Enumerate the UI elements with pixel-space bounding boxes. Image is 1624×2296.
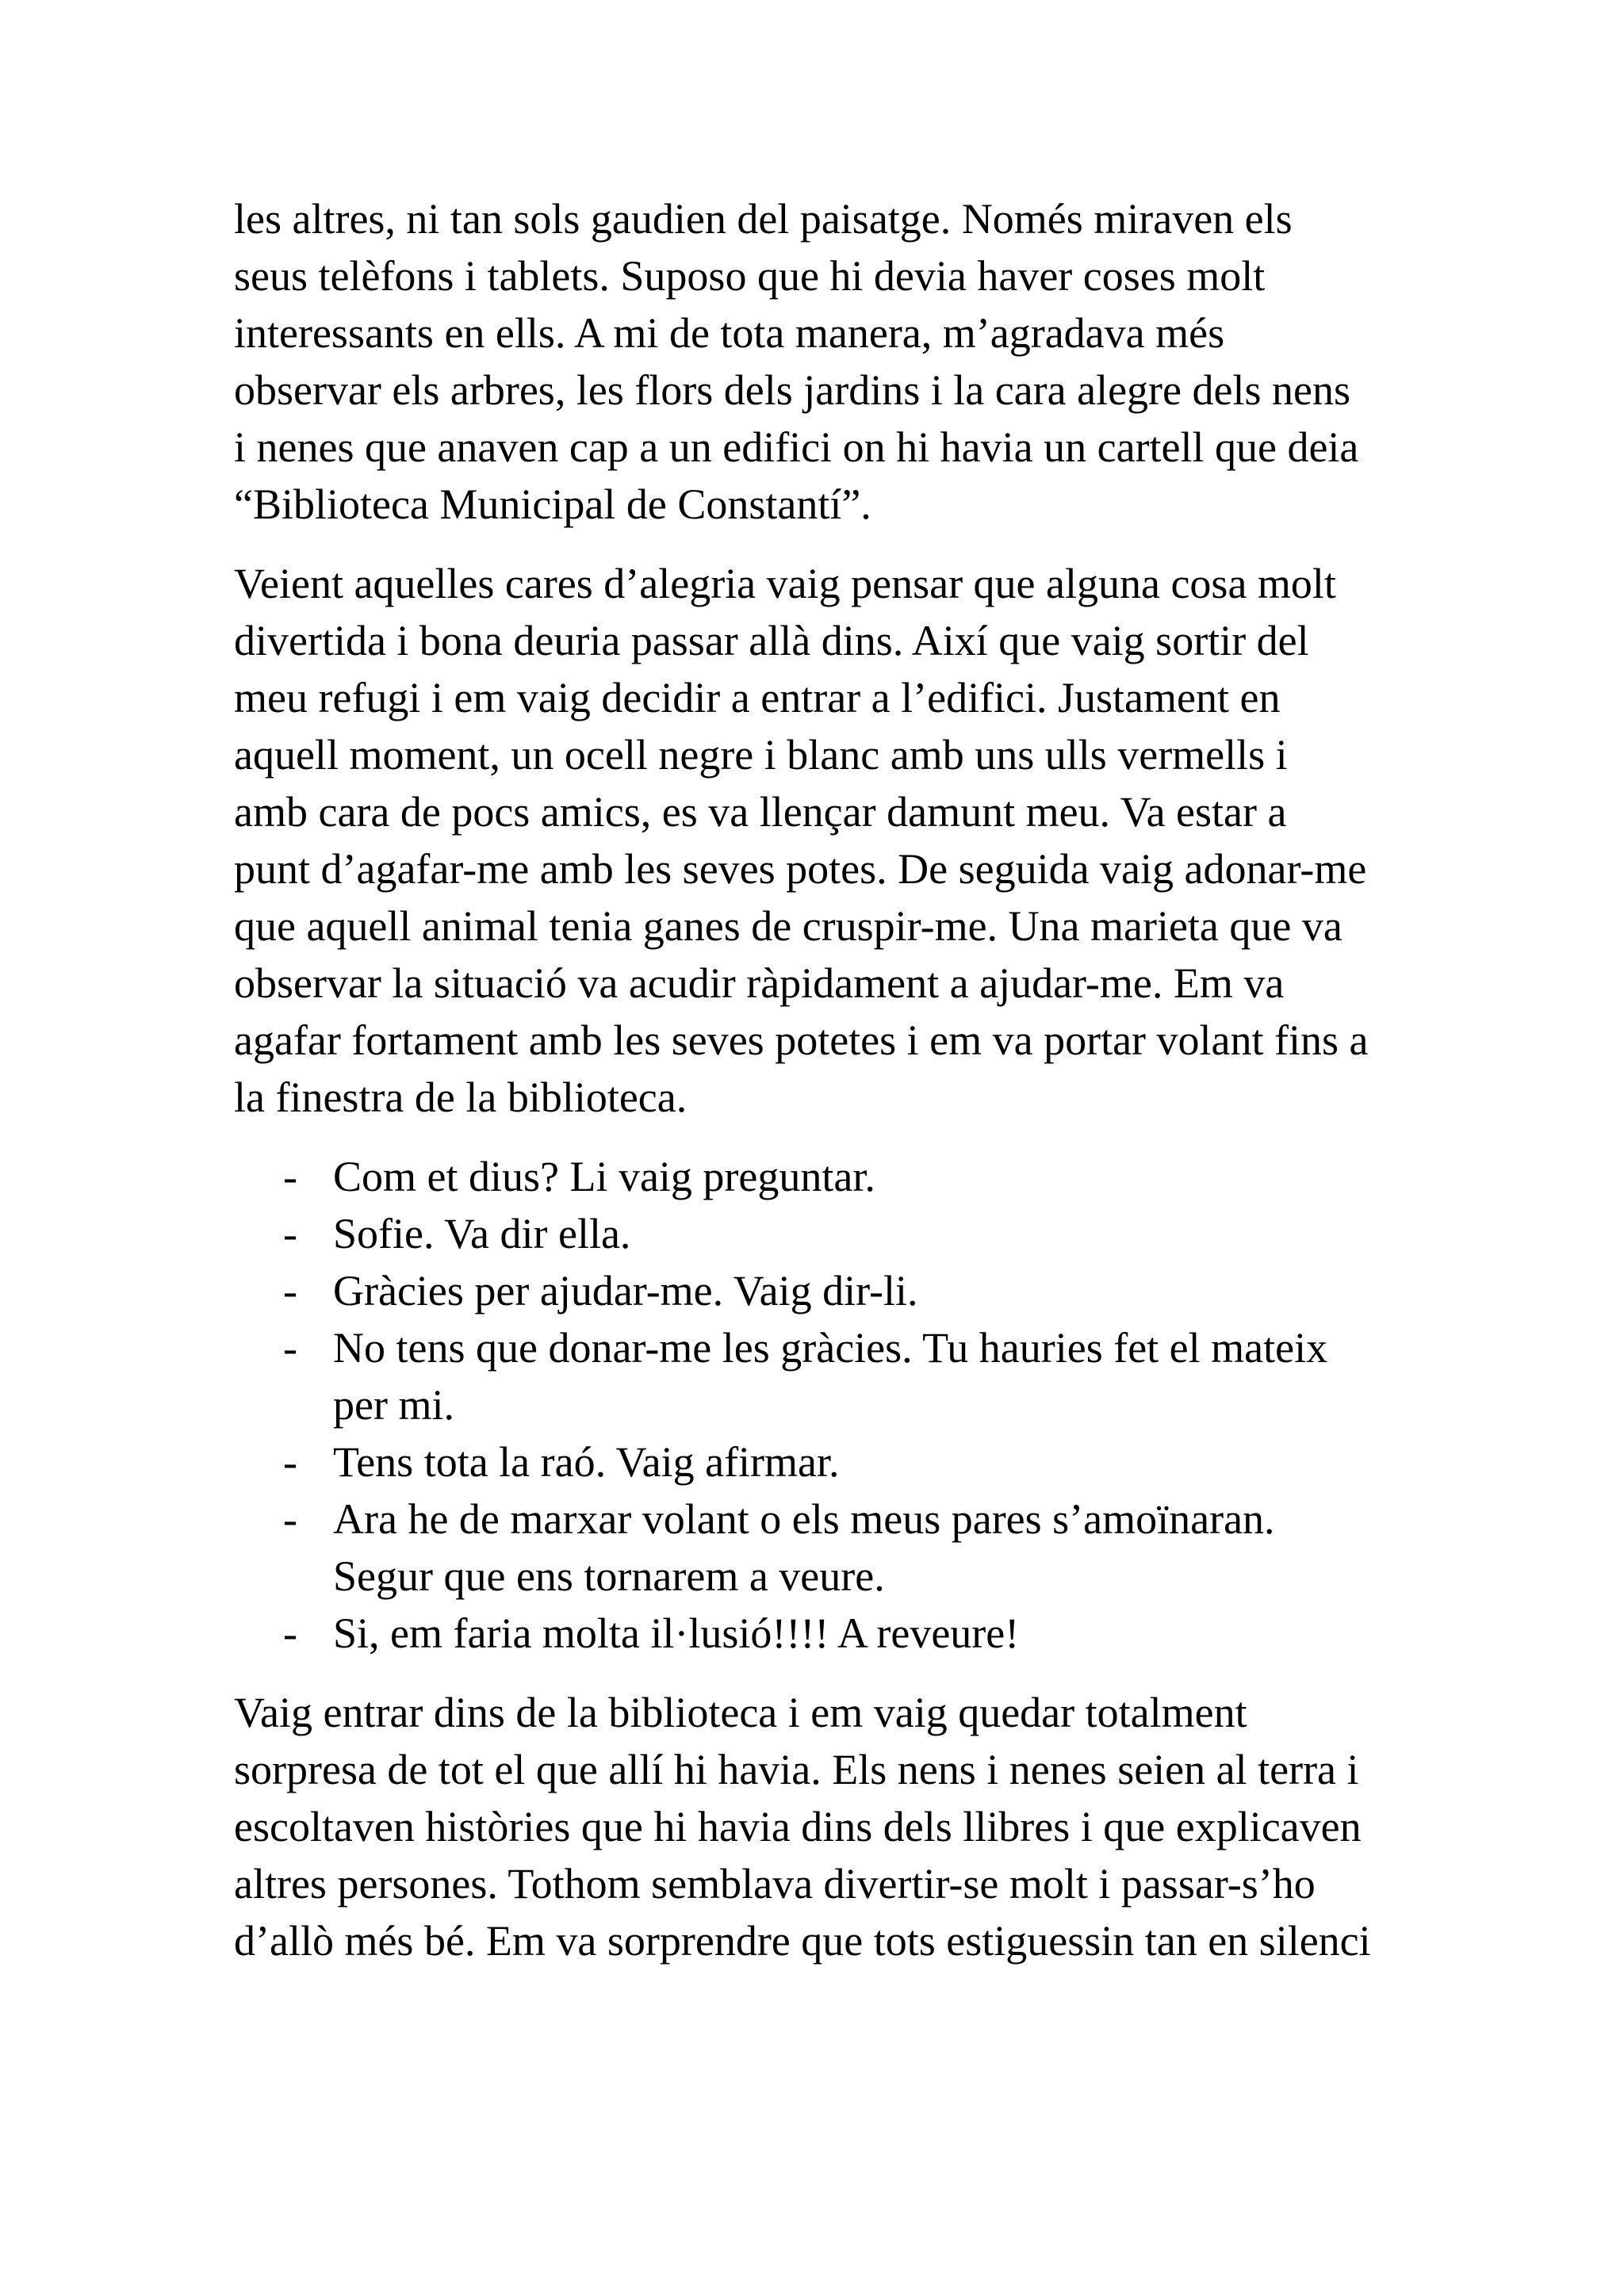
dialogue-line: Sofie. Va dir ella.	[333, 1210, 631, 1257]
dialogue-line: Ara he de marxar volant o els meus pares s’amoïnaran.	[333, 1495, 1275, 1543]
paragraph-line: sorpresa de tot el que allí hi havia. Els nens i nenes seien al terra i	[234, 1746, 1359, 1793]
paragraph-line: altres persones. Tothom semblava divertir-se molt i passar-s’ho	[234, 1860, 1316, 1908]
paragraph-3	[234, 1684, 1423, 1969]
paragraph-line: les altres, ni tan sols gaudien del paisatge. Només miraven els	[234, 195, 1293, 243]
dialogue-item	[234, 1319, 1423, 1433]
dialogue-item	[234, 1605, 1423, 1662]
dialogue-item	[234, 1205, 1423, 1262]
paragraph-line: observar els arbres, les flors dels jardins i la cara alegre dels nens	[234, 366, 1350, 414]
dialogue-dash: -	[283, 1210, 297, 1257]
paragraph-1	[234, 190, 1423, 533]
paragraph-line: observar la situació va acudir ràpidament a ajudar-me. Em va	[234, 959, 1285, 1007]
dialogue-dash: -	[283, 1324, 297, 1372]
dialogue-line: Gràcies per ajudar-me. Vaig dir-li.	[333, 1267, 918, 1314]
paragraph-line: punt d’agafar-me amb les seves potes. De seguida vaig adonar-me	[234, 845, 1367, 893]
paragraph-line: seus telèfons i tablets. Suposo que hi devia haver coses molt	[234, 252, 1266, 300]
paragraph-line: interessants en ells. A mi de tota manera, m’agradava més	[234, 309, 1225, 357]
paragraph-line: que aquell animal tenia ganes de cruspir-me. Una marieta que va	[234, 902, 1342, 950]
dialogue-item	[234, 1148, 1423, 1205]
dialogue-dash: -	[283, 1495, 297, 1543]
dialogue-item	[234, 1490, 1423, 1605]
document-body	[234, 190, 1423, 1969]
paragraph-line: aquell moment, un ocell negre i blanc amb uns ulls vermells i	[234, 731, 1288, 779]
dialogue-item	[234, 1262, 1423, 1319]
paragraph-line: Vaig entrar dins de la biblioteca i em vaig quedar totalment	[234, 1689, 1247, 1736]
dialogue-list	[234, 1148, 1423, 1662]
paragraph-line: d’allò més bé. Em va sorprendre que tots estiguessin tan en silenci	[234, 1917, 1371, 1965]
dialogue-line: per mi.	[333, 1381, 454, 1429]
dialogue-line: Segur que ens tornarem a veure.	[333, 1552, 885, 1600]
dialogue-dash: -	[283, 1153, 297, 1200]
dialogue-dash: -	[283, 1609, 297, 1657]
paragraph-line: escoltaven històries que hi havia dins dels llibres i que explicaven	[234, 1803, 1362, 1850]
dialogue-line: No tens que donar-me les gràcies. Tu hauries fet el mateix	[333, 1324, 1328, 1372]
dialogue-dash: -	[283, 1267, 297, 1314]
paragraph-line: divertida i bona deuria passar allà dins. Així que vaig sortir del	[234, 617, 1309, 664]
dialogue-item	[234, 1433, 1423, 1490]
paragraph-line: Veient aquelles cares d’alegria vaig pensar que alguna cosa molt	[234, 560, 1336, 607]
paragraph-line: la finestra de la biblioteca.	[234, 1073, 688, 1121]
dialogue-line: Tens tota la raó. Vaig afirmar.	[333, 1438, 840, 1486]
paragraph-line: meu refugi i em vaig decidir a entrar a l’edifici. Justament en	[234, 674, 1281, 721]
paragraph-line: agafar fortament amb les seves potetes i em va portar volant fins a	[234, 1016, 1369, 1064]
dialogue-dash: -	[283, 1438, 297, 1486]
dialogue-line: Com et dius? Li vaig preguntar.	[333, 1153, 875, 1200]
dialogue-line: Si, em faria molta il·lusió!!!! A reveure!	[333, 1609, 1020, 1657]
paragraph-line: i nenes que anaven cap a un edifici on hi havia un cartell que deia	[234, 423, 1359, 471]
paragraph-line: amb cara de pocs amics, es va llençar damunt meu. Va estar a	[234, 788, 1287, 836]
paragraph-line: “Biblioteca Municipal de Constantí”.	[234, 480, 871, 528]
paragraph-2	[234, 555, 1423, 1126]
